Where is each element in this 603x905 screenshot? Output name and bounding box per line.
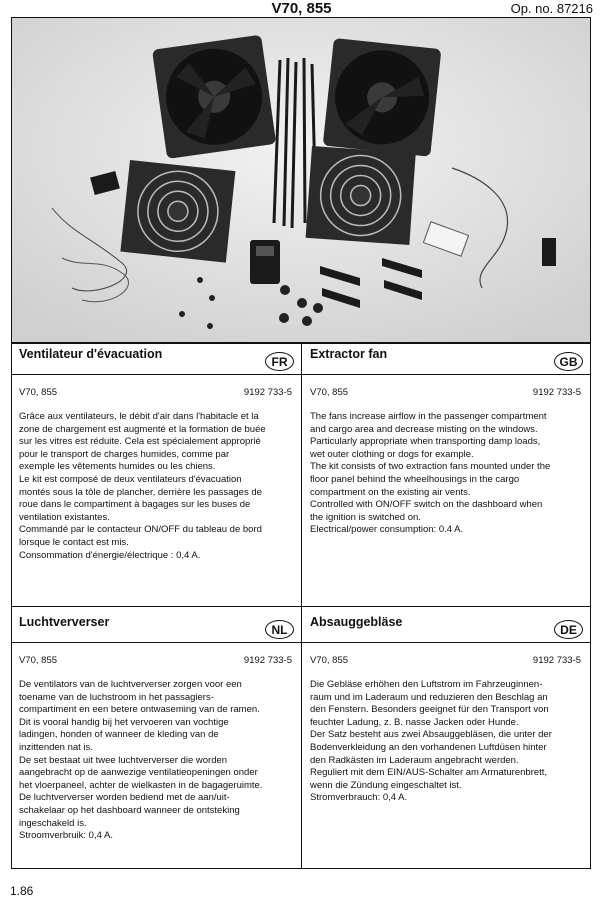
model-row <box>19 387 292 398</box>
divider <box>302 374 591 375</box>
panel-body: Grâce aux ventilateurs, le débit d'air dans l'habitacle et la zone de chargement est augmenté et la formation de buée sur les vitres est réduite. Cela est spécialement approprié pour le transport de charges humides, comme par exemple les vêtements humides ou les chiens. Le kit est composé de deux ventilateurs d'évacuation montés sous la tôle de plancher, derrière les passages de roue dans le compartiment à bagages sur les buses de ventilation existantes. Commandé par le contacteur ON/OFF du tableau de bord lorsque le contact est mis. Consommation d'énergie/électrique : 0,4 A. <box>19 411 266 561</box>
page-number: 1.86 <box>10 884 34 898</box>
part-number: 9192 733-5 <box>243 387 292 398</box>
operation-number: Op. no. 87216 <box>510 1 593 16</box>
language-badge: FR <box>265 352 294 371</box>
fan-right <box>323 38 442 157</box>
language-badge: NL <box>265 620 294 639</box>
grille-left <box>120 160 235 263</box>
fan-left <box>152 35 276 159</box>
panel-title: Luchtververser <box>19 615 110 629</box>
page-title: V70, 855 <box>271 0 332 17</box>
model-row <box>310 387 581 398</box>
model-label: V70, 855 <box>19 655 58 666</box>
grille-right <box>306 146 416 245</box>
part-number: 9192 733-5 <box>532 387 581 398</box>
panel-nl <box>11 611 302 869</box>
divider <box>302 642 591 643</box>
language-badge: DE <box>554 620 583 639</box>
panel-title: Extractor fan <box>310 347 388 361</box>
product-photo <box>11 17 591 343</box>
panel-de <box>302 611 591 869</box>
panel-body: De ventilators van de luchtververser zorgen voor een toename van de luchstroom in het passagiers- compartiment en een betere ontwaseming van de ramen. Dit is vooral handig bij het vervoeren van vochtige ladingen, honden of wanneer de kleding van de inzittenden nat is. De set bestaat uit twee luchtververser die worden aangebracht op de aanwezige ventilatieopeningen onder het vloerpaneel, achter de wielkasten in de bagageruimte. De luchtververser worden bediend met de aan/uit- schakelaar op het dashboard wanneer de ontsteking ingeschakeld is. Stroomverbruik: 0,4 A. <box>19 679 263 842</box>
part-number: 9192 733-5 <box>532 655 581 666</box>
panel-fr <box>11 343 302 607</box>
panel-gb <box>302 343 591 607</box>
divider <box>11 642 302 643</box>
model-row <box>19 655 292 666</box>
panel-body: The fans increase airflow in the passenger compartment and cargo area and decrease misting on the windows. Particularly appropriate when transporting damp loads, wet outer clothing or dogs for example. The kit consists of two extraction fans mounted under the floor panel behind the wheelhousings in the cargo compartment on the existing air vents. Controlled with ON/OFF switch on the dashboard when the ignition is switched on. Electrical/power consumption: 0.4 A. <box>310 411 551 536</box>
panel-body: Die Gebläse erhöhen den Luftstrom im Fahrzeuginnen- raum und im Laderaum und reduzieren den Beschlag an den Fenstern. Besonders geeignet für den Transport von feuchter Ladung, z. B. nasse Jacken oder Hunde. Der Satz besteht aus zwei Absauggebläsen, die unter der Bodenverkleidung an den vorhandenen Luftdüsen hinter den Radkästen im Laderaum angebracht werden. Reguliert mit dem EIN/AUS-Schalter am Armaturenbrett, wenn die Zündung eingeschaltet ist. Stromverbrauch: 0,4 A. <box>310 679 552 804</box>
model-row <box>310 655 581 666</box>
language-badge: GB <box>554 352 583 371</box>
model-label: V70, 855 <box>310 387 349 398</box>
divider <box>11 374 302 375</box>
part-number: 9192 733-5 <box>243 655 292 666</box>
model-label: V70, 855 <box>19 387 58 398</box>
panel-title: Ventilateur d'évacuation <box>19 347 163 361</box>
panel-title: Absauggebläse <box>310 615 403 629</box>
model-label: V70, 855 <box>310 655 349 666</box>
